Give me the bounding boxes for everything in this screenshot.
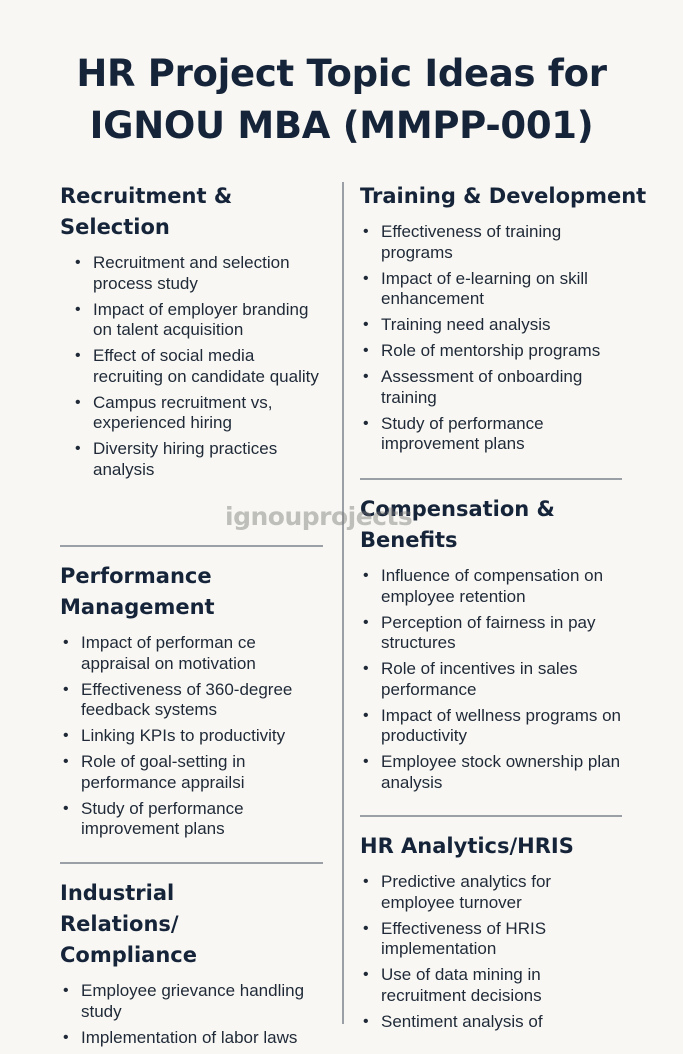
- topic-list: [360, 566, 628, 793]
- section-analytics: [360, 831, 628, 1038]
- list-item: • Employee stock ownership plan analysis: [360, 752, 628, 793]
- list-item: • Effectiveness of HRIS implementation: [360, 919, 628, 960]
- list-item: • Role of goal-setting in performance apprailsi: [60, 752, 328, 793]
- list-item: • Predictive analytics for employee turnover: [360, 872, 628, 913]
- list-item: • Effect of social media recruiting on candidate quality: [72, 346, 328, 387]
- section-divider: [360, 815, 622, 817]
- title-line-2: IGNOU MBA (MMPP-001): [89, 104, 594, 147]
- section-heading: Compensation & Benefits: [360, 497, 555, 552]
- list-item: • Impact of employer branding on talent acquisition: [72, 300, 328, 341]
- section-performance: [60, 561, 328, 845]
- watermark-text: ignouprojects: [225, 502, 413, 531]
- list-item: • Implementation of labor laws: [60, 1028, 328, 1049]
- list-item: • Perception of fairness in pay structures: [360, 613, 628, 654]
- section-recruitment: [60, 181, 328, 486]
- topic-list: [60, 253, 328, 480]
- section-heading: Performance Management: [60, 564, 215, 619]
- list-item: • Training need analysis: [360, 315, 628, 336]
- list-item: • Study of performance improvement plans: [60, 799, 328, 840]
- column-divider: [342, 182, 344, 1024]
- list-item: • Effectiveness of 360-degree feedback systems: [60, 680, 328, 721]
- list-item: • Impact of performan ce appraisal on motivation: [60, 633, 328, 674]
- list-item: • Impact of wellness programs on productivity: [360, 706, 628, 747]
- section-divider: [360, 478, 622, 480]
- topic-list: [60, 981, 328, 1048]
- list-item: • Role of mentorship programs: [360, 341, 628, 362]
- list-item: • Campus recruitment vs, experienced hiring: [72, 393, 328, 434]
- section-divider: [60, 862, 323, 864]
- topic-list: [360, 872, 628, 1032]
- list-item: • Use of data mining in recruitment decisions: [360, 965, 628, 1006]
- topic-list: [60, 633, 328, 840]
- section-heading: Training & Development: [360, 184, 647, 208]
- section-heading: Industrial Relations/ Compliance: [60, 881, 197, 967]
- title-line-1: HR Project Topic Ideas for: [76, 52, 607, 95]
- topic-list: [360, 222, 628, 455]
- list-item: • Role of incentives in sales performance: [360, 659, 628, 700]
- list-item: • Employee grievance handling study: [60, 981, 328, 1022]
- section-heading: Recruitment & Selection: [60, 184, 233, 239]
- list-item: • Influence of compensation on employee retention: [360, 566, 628, 607]
- section-divider: [60, 545, 323, 547]
- list-item: • Study of performance improvement plans: [360, 414, 628, 455]
- section-training: [360, 181, 647, 460]
- list-item: • Diversity hiring practices analysis: [72, 439, 328, 480]
- list-item: • Linking KPIs to productivity: [60, 726, 328, 747]
- list-item: • Recruitment and selection process study: [72, 253, 328, 294]
- list-item: • Effectiveness of training programs: [360, 222, 628, 263]
- page-title: [0, 48, 683, 152]
- section-heading: HR Analytics/HRIS: [360, 834, 574, 858]
- section-industrial: [60, 878, 328, 1054]
- section-compensation: [360, 494, 628, 799]
- list-item: • Sentiment analysis of: [360, 1012, 628, 1033]
- list-item: • Impact of e-learning on skill enhancement: [360, 269, 628, 310]
- list-item: • Assessment of onboarding training: [360, 367, 628, 408]
